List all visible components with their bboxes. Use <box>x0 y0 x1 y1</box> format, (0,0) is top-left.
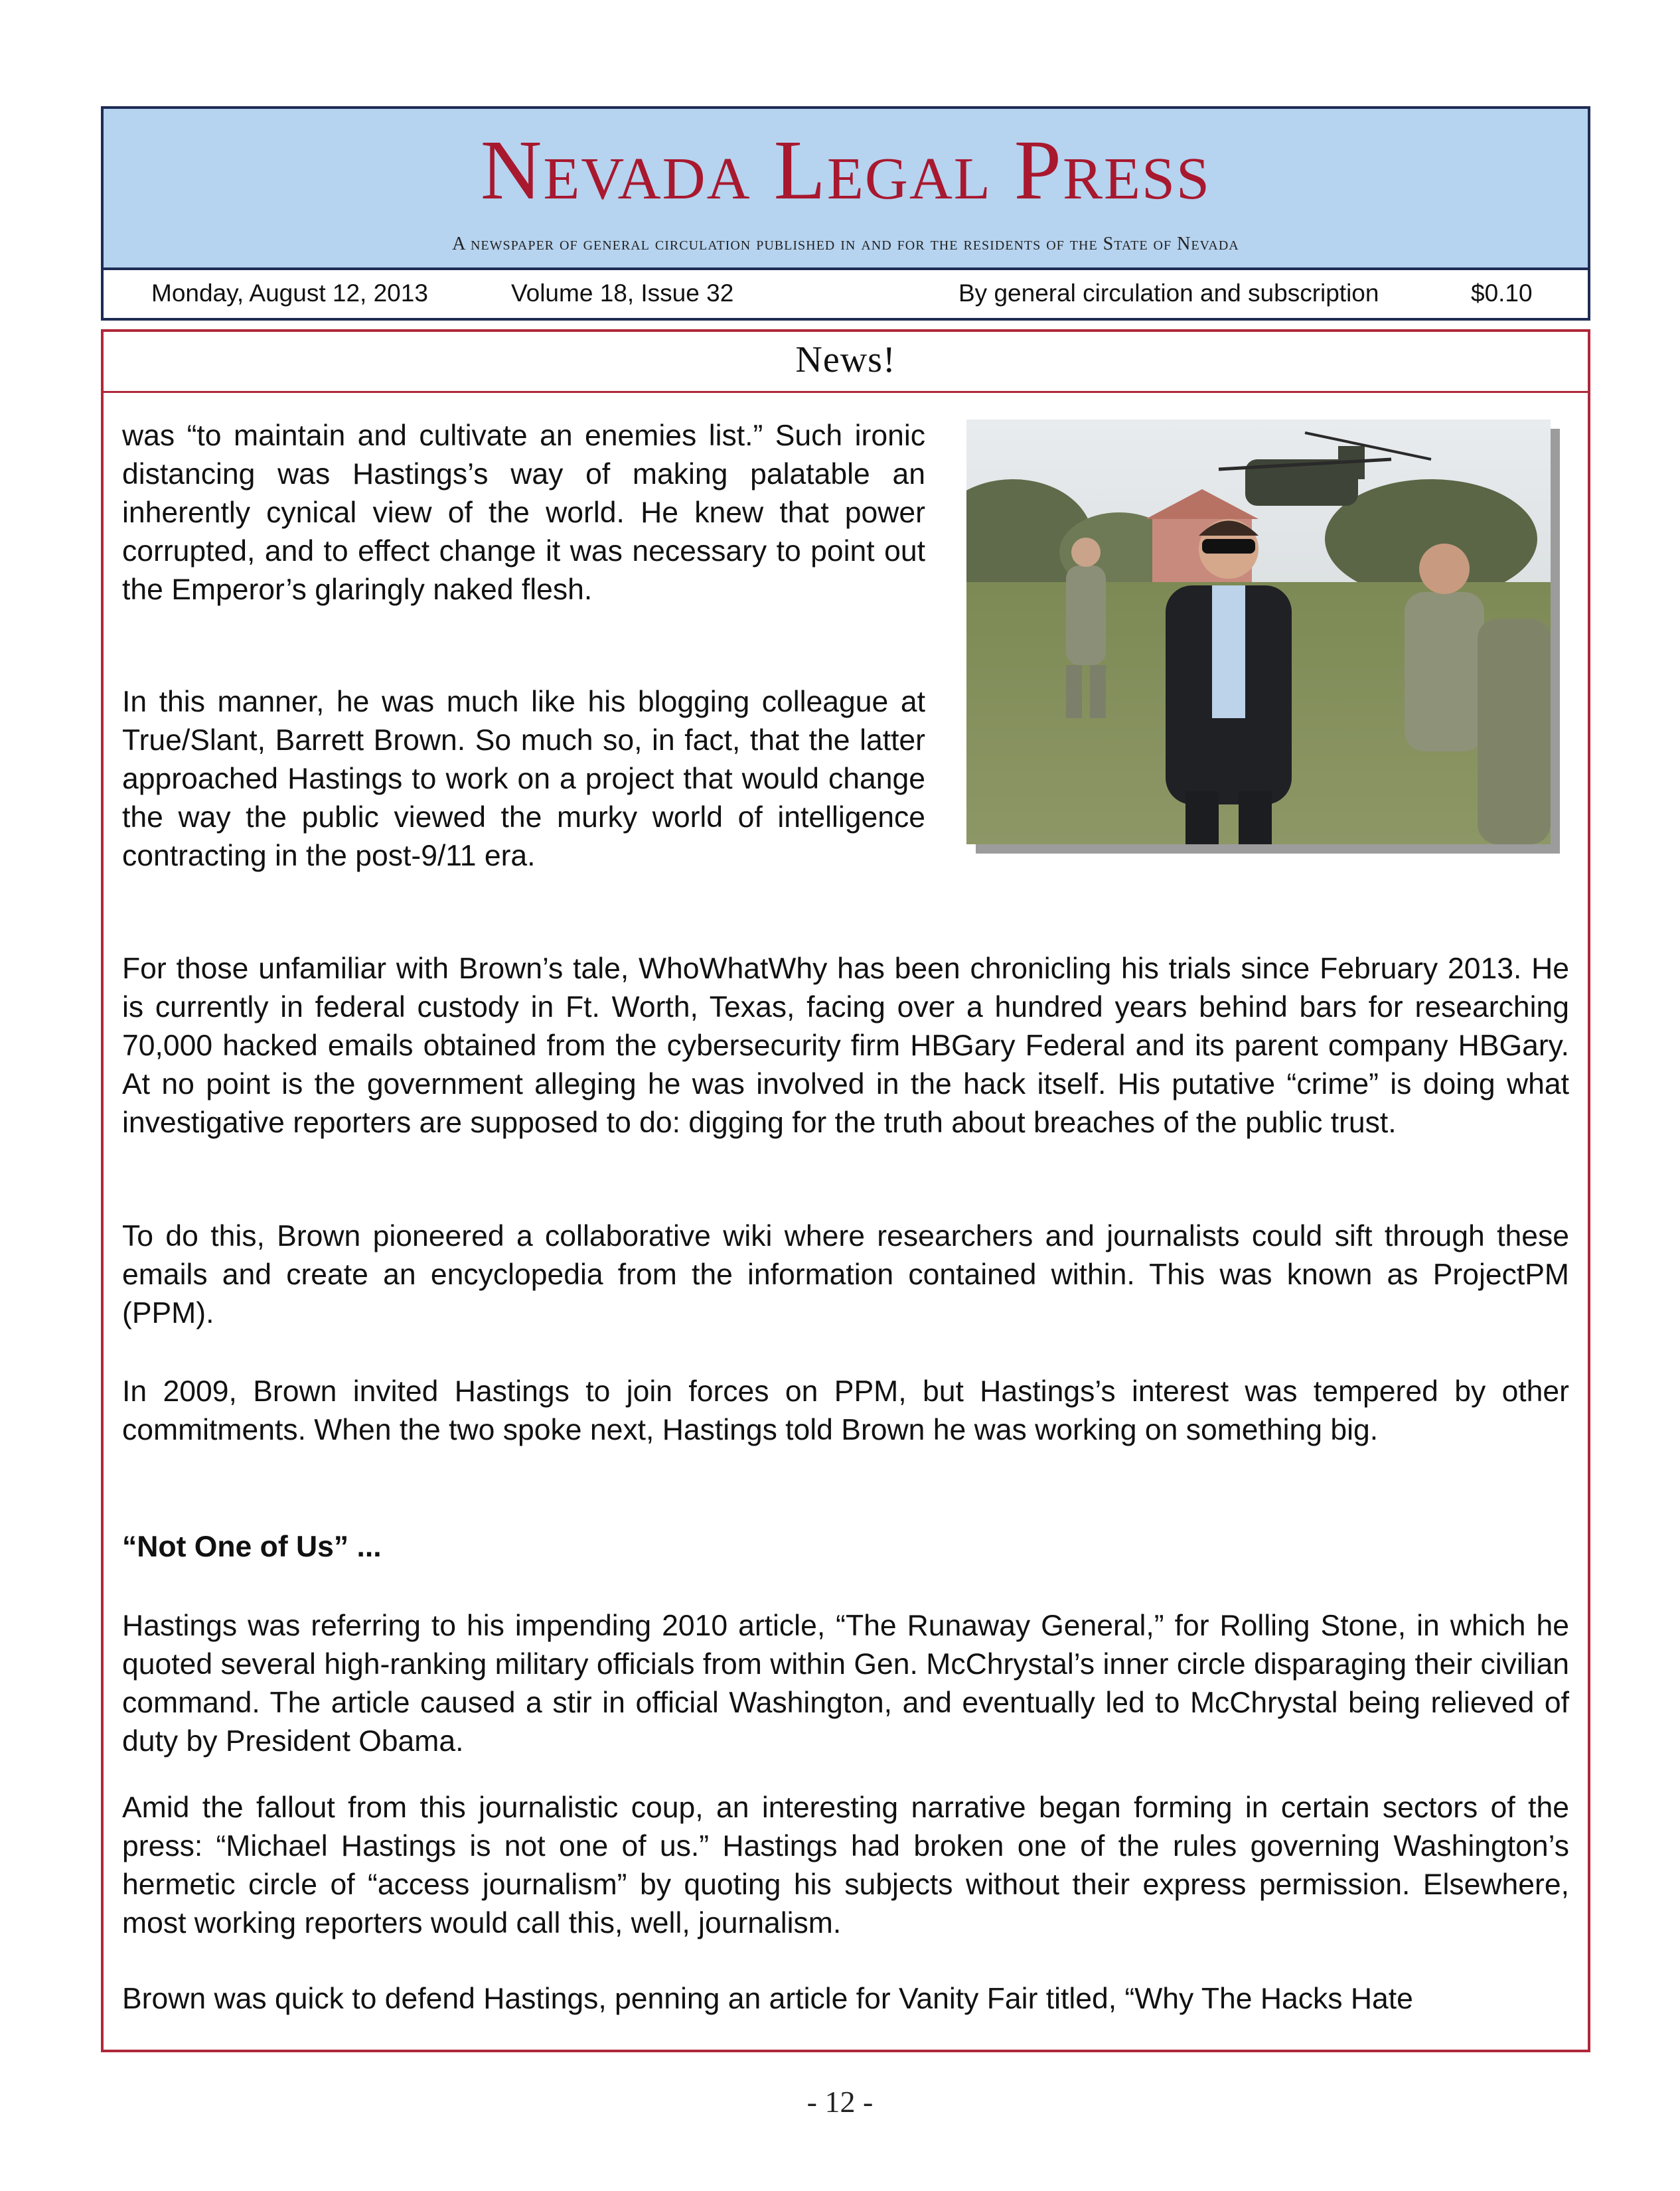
article-paragraph: Hastings was referring to his impending 2010 article, “The Runaway General,” for Rolling Stone, in which he quoted several high-ranking military officials from within Gen. McChrystal’s inner circle disparaging their civilian command. The article caused a stir in official Washington, and eventually led to McChrystal being relieved of duty by President Obama. <box>122 1610 1569 1758</box>
section-title: News! <box>101 329 1590 393</box>
issue-volume: Volume 18, Issue 32 <box>511 279 734 307</box>
masthead <box>101 106 1590 270</box>
article-subhead: “Not One of Us” ... <box>122 1531 382 1563</box>
issue-price: $0.10 <box>1471 279 1533 307</box>
issue-info-bar <box>101 270 1590 321</box>
article-paragraph: For those unfamiliar with Brown’s tale, WhoWhatWhy has been chronicling his trials since February 2013. He is currently in federal custody in Ft. Worth, Texas, facing over a hundred years behind bars for researching 70,000 hacked emails obtained from the cybersecurity firm HBGary Federal and its parent company HBGary. At no point is the government alleging he was involved in the hack itself. His putative “crime” is doing what investigative reporters are supposed to do: digging for the truth about breaches of the public trust. <box>122 952 1569 1139</box>
issue-date: Monday, August 12, 2013 <box>151 279 428 307</box>
photo-illustration <box>966 419 1551 844</box>
newspaper-subtitle: A newspaper of general circulation published in and for the residents of the State of Nevada <box>452 234 1239 254</box>
article-paragraph: To do this, Brown pioneered a collaborative wiki where researchers and journalists could sift through these emails and create an encyclopedia from the information contained within. This was known as ProjectPM (PPM). <box>122 1220 1569 1329</box>
article-paragraph: Amid the fallout from this journalistic coup, an interesting narrative began forming in certain sectors of the press: “Michael Hastings is not one of us.” Hastings had broken one of the rules governing Washington’s hermetic circle of “access journalism” by quoting his subjects without their express permission. Elsewhere, most working reporters would call this, well, journalism. <box>122 1791 1569 1939</box>
newspaper-title: Nevada Legal Press <box>480 123 1211 217</box>
page-number: - 12 - <box>806 2085 874 2119</box>
article-paragraph: In 2009, Brown invited Hastings to join forces on PPM, but Hastings’s interest was tempered by other commitments. When the two spoke next, Hastings told Brown he was working on something big. <box>122 1375 1569 1446</box>
article-photo <box>966 419 1551 844</box>
article-paragraph: Brown was quick to defend Hastings, penning an article for Vanity Fair titled, “Why The Hacks Hate <box>122 1983 1413 2015</box>
article-paragraph: In this manner, he was much like his blogging colleague at True/Slant, Barrett Brown. So much so, in fact, that the latter approached Hastings to work on a project that would change the way the public viewed the murky world of intelligence contracting in the post-9/11 era. <box>122 686 925 872</box>
article-paragraph: was “to maintain and cultivate an enemies list.” Such ironic distancing was Hastings’s way of making palatable an inherently cynical view of the world. He knew that power corrupted, and to effect change it was necessary to point out the Emperor’s glaringly naked flesh. <box>122 419 925 606</box>
circulation-note: By general circulation and subscription <box>958 279 1379 307</box>
